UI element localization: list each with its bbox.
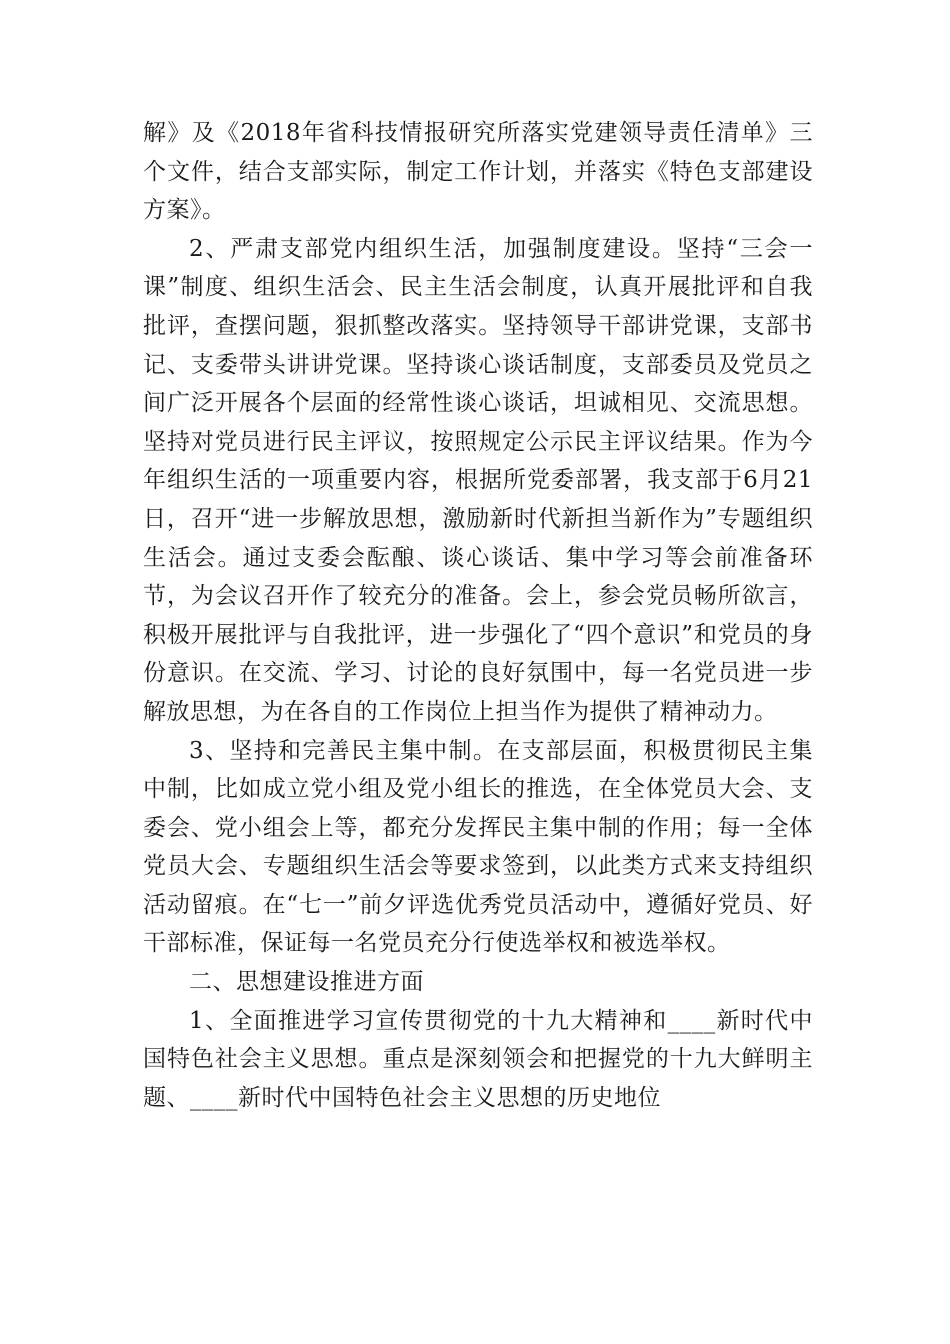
document-body	[143, 114, 813, 1117]
paragraph-item-3-democratic-centralism: 3、坚持和完善民主集中制。在支部层面，积极贯彻民主集中制，比如成立党小组及党小组长的推选，在全体党员大会、支委会、党小组会上等，都充分发挥民主集中制的作用；每一全体党员大会、专题组织生活会等要求签到，以此类方式来支持组织活动留痕。在“七一”前夕评选优秀党员活动中，遵循好党员、好干部标准，保证每一名党员充分行使选举权和被选举权。	[143, 737, 813, 957]
paragraph-continuation: 解》及《2018年省科技情报研究所落实党建领导责任清单》三个文件，结合支部实际，制定工作计划，并落实《特色支部建设方案》。	[143, 120, 813, 224]
paragraph-section2-item-1: 1、全面推进学习宣传贯彻党的十九大精神和____新时代中国特色社会主义思想。重点是深刻领会和把握党的十九大鲜明主题、____新时代中国特色社会主义思想的历史地位	[143, 1007, 813, 1111]
section-heading-ideology: 二、思想建设推进方面	[189, 969, 424, 996]
paragraph-item-2-organization-life: 2、严肃支部党内组织生活，加强制度建设。坚持“三会一课”制度、组织生活会、民主生活会制度，认真开展批评和自我批评，查摆问题，狠抓整改落实。坚持领导干部讲党课，支部书记、支委带头讲讲党课。坚持谈心谈话制度，支部委员及党员之间广泛开展各个层面的经常性谈心谈话，坦诚相见、交流思想。坚持对党员进行民主评议，按照规定公示民主评议结果。作为今年组织生活的一项重要内容，根据所党委部署，我支部于6月21日，召开“进一步解放思想，激励新时代新担当新作为”专题组织生活会。通过支委会酝酿、谈心谈话、集中学习等会前准备环节，为会议召开作了较充分的准备。会上，参会党员畅所欲言，积极开展批评与自我批评，进一步强化了“四个意识”和党员的身份意识。在交流、学习、讨论的良好氛围中，每一名党员进一步解放思想，为在各自的工作岗位上担当作为提供了精神动力。	[143, 235, 813, 725]
